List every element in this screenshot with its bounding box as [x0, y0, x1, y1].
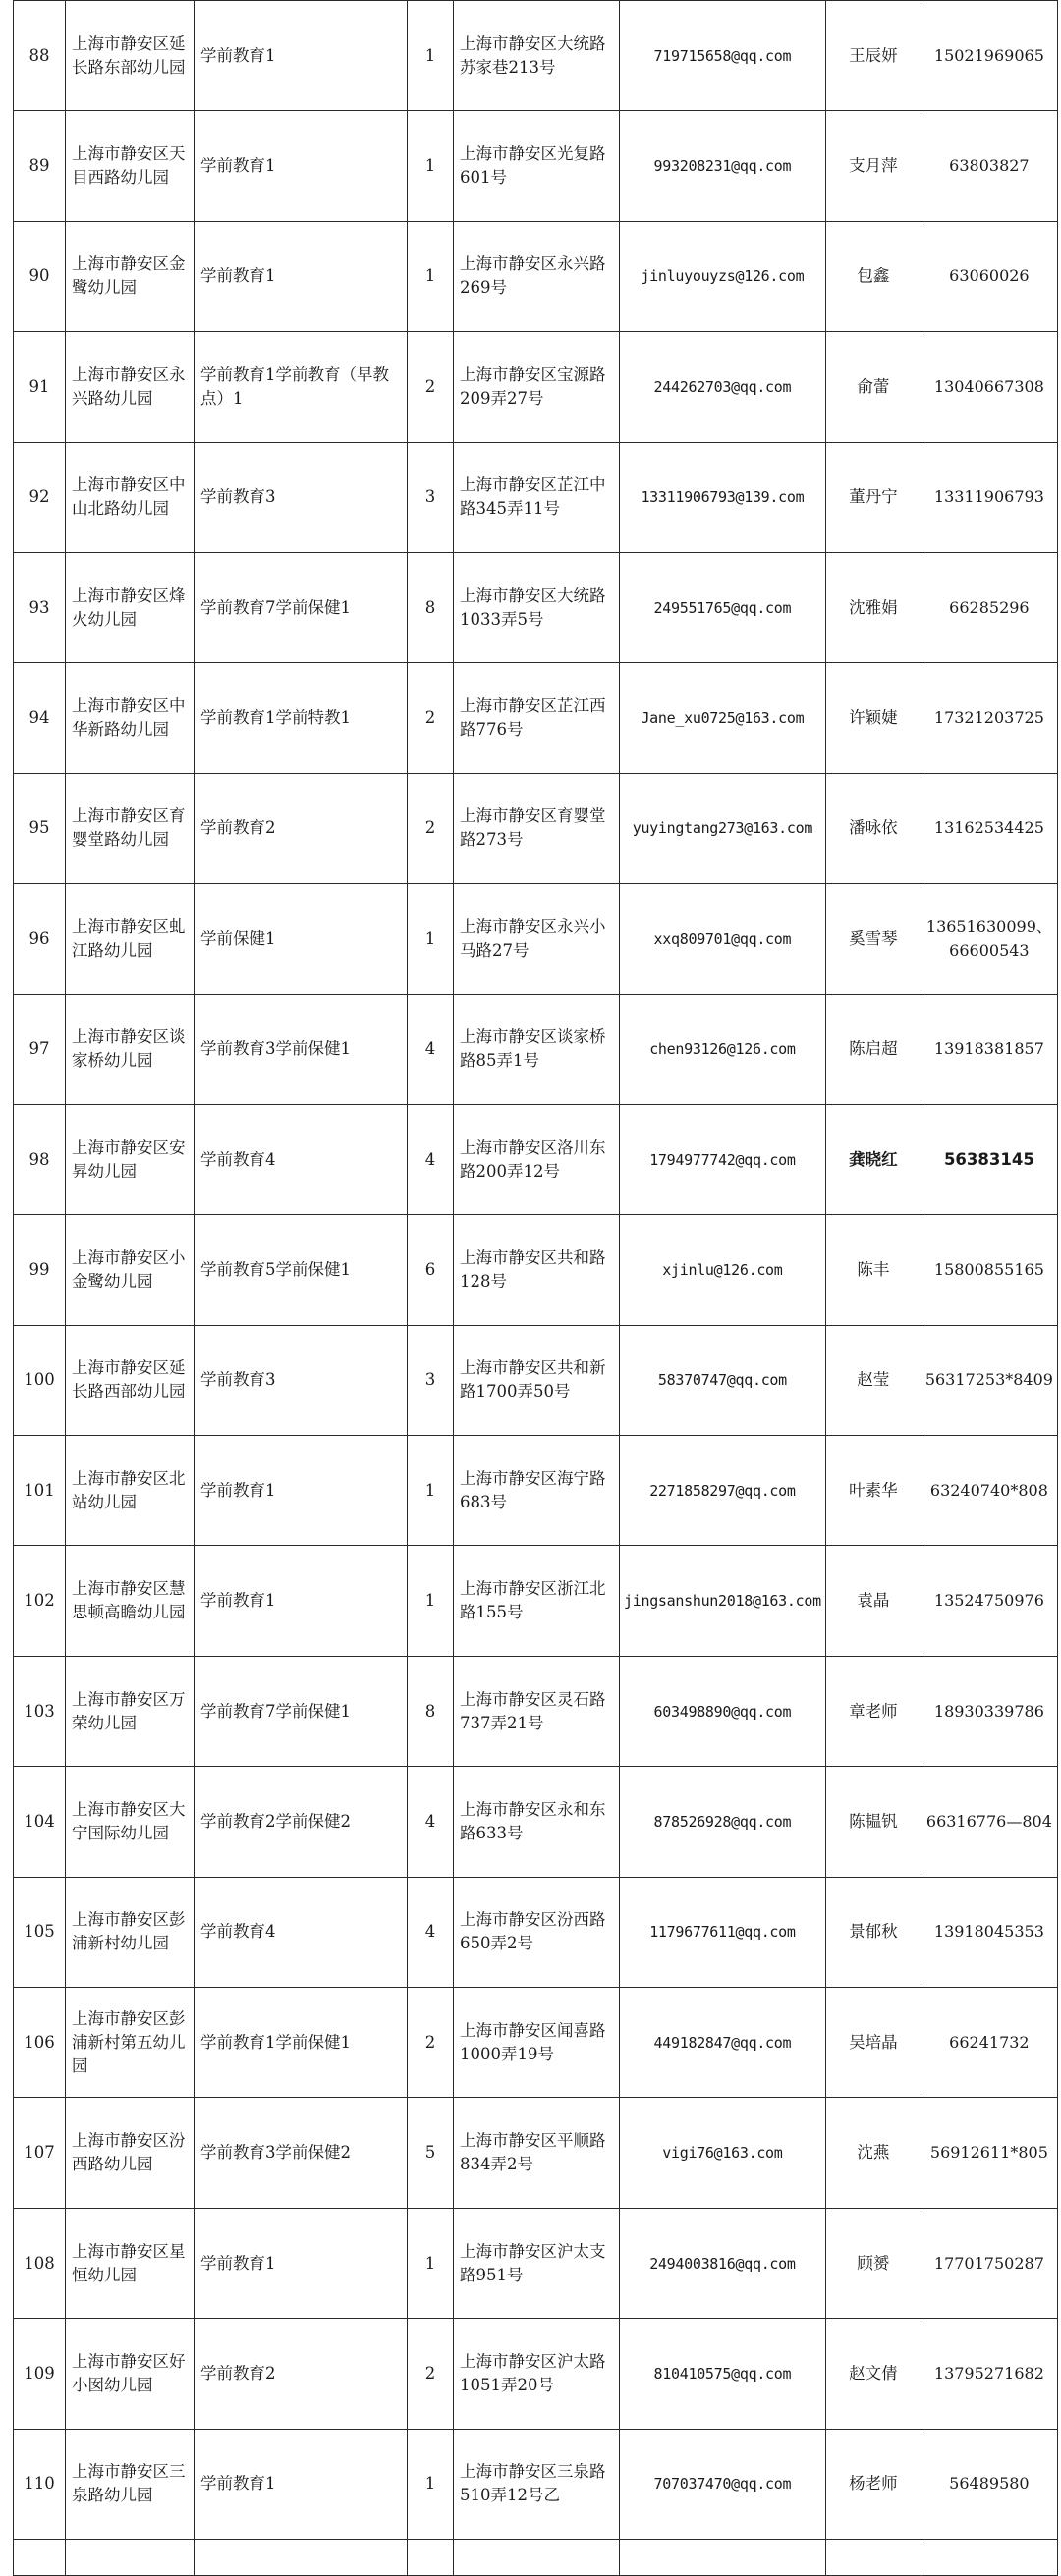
- address-cell: 上海市静安区海宁路683号: [454, 1436, 620, 1546]
- position-cell: 学前保健1: [195, 884, 408, 994]
- kindergarten-name-cell: 上海市静安区烽火幼儿园: [66, 552, 195, 662]
- contact-person-cell: 陈韫钒: [825, 1767, 921, 1877]
- email-cell: 719715658@qq.com: [620, 1, 826, 111]
- row-number-cell: 92: [14, 442, 66, 552]
- kindergarten-recruitment-table: [13, 0, 1058, 2576]
- phone-number-cell: 63240740*808: [921, 1436, 1057, 1546]
- position-cell: 学前教育4: [195, 1104, 408, 1214]
- email-cell: 993208231@qq.com: [620, 111, 826, 221]
- email-cell: 603498890@qq.com: [620, 1656, 826, 1766]
- contact-person-cell: 奚雪琴: [825, 884, 921, 994]
- position-cell: 学前教育3学前保健2: [195, 2098, 408, 2208]
- contact-person-cell: 赵文倩: [825, 2319, 921, 2429]
- table-row: [14, 773, 1058, 883]
- contact-person-cell: 章老师: [825, 1656, 921, 1766]
- phone-number-cell: 66285296: [921, 552, 1057, 662]
- position-cell: 学前教育1: [195, 2208, 408, 2318]
- address-cell: 上海市静安区共和新路1700弄50号: [454, 1325, 620, 1435]
- empty-cell: [620, 2539, 826, 2575]
- kindergarten-name-cell: 上海市静安区彭浦新村幼儿园: [66, 1877, 195, 1987]
- phone-number-cell: 63803827: [921, 111, 1057, 221]
- phone-number-cell: 18930339786: [921, 1656, 1057, 1766]
- contact-person-cell: 王辰妍: [825, 1, 921, 111]
- row-number-cell: 100: [14, 1325, 66, 1435]
- phone-number-cell: 13040667308: [921, 332, 1057, 442]
- email-cell: 2271858297@qq.com: [620, 1436, 826, 1546]
- phone-number-cell: 13918045353: [921, 1877, 1057, 1987]
- address-cell: 上海市静安区汾西路650弄2号: [454, 1877, 620, 1987]
- table-row: [14, 1104, 1058, 1214]
- phone-number-cell: 56489580: [921, 2429, 1057, 2539]
- email-cell: 449182847@qq.com: [620, 1988, 826, 2098]
- row-number-cell: 106: [14, 1988, 66, 2098]
- position-cell: 学前教育1: [195, 221, 408, 331]
- headcount-cell: 2: [408, 663, 454, 773]
- phone-number-cell: 56912611*805: [921, 2098, 1057, 2208]
- kindergarten-name-cell: 上海市静安区安昇幼儿园: [66, 1104, 195, 1214]
- headcount-cell: 2: [408, 1988, 454, 2098]
- row-number-cell: 91: [14, 332, 66, 442]
- position-cell: 学前教育1: [195, 1546, 408, 1656]
- row-number-cell: 97: [14, 994, 66, 1104]
- address-cell: 上海市静安区平顺路834弄2号: [454, 2098, 620, 2208]
- address-cell: 上海市静安区三泉路510弄12号乙: [454, 2429, 620, 2539]
- headcount-cell: 2: [408, 332, 454, 442]
- row-number-cell: 90: [14, 221, 66, 331]
- address-cell: 上海市静安区沪太路1051弄20号: [454, 2319, 620, 2429]
- table-row: [14, 221, 1058, 331]
- row-number-cell: 99: [14, 1215, 66, 1325]
- empty-cell: [454, 2539, 620, 2575]
- contact-person-cell: 董丹宁: [825, 442, 921, 552]
- row-number-cell: 95: [14, 773, 66, 883]
- position-cell: 学前教育4: [195, 1877, 408, 1987]
- headcount-cell: 8: [408, 1656, 454, 1766]
- contact-person-cell: 吴培晶: [825, 1988, 921, 2098]
- kindergarten-name-cell: 上海市静安区永兴路幼儿园: [66, 332, 195, 442]
- kindergarten-name-cell: 上海市静安区好小囡幼儿园: [66, 2319, 195, 2429]
- row-number-cell: 109: [14, 2319, 66, 2429]
- row-number-cell: 98: [14, 1104, 66, 1214]
- table-row: [14, 2208, 1058, 2318]
- address-cell: 上海市静安区光复路601号: [454, 111, 620, 221]
- position-cell: 学前教育2: [195, 2319, 408, 2429]
- row-number-cell: 89: [14, 111, 66, 221]
- position-cell: 学前教育5学前保健1: [195, 1215, 408, 1325]
- phone-number-cell: 56383145: [921, 1104, 1057, 1214]
- contact-person-cell: 沈燕: [825, 2098, 921, 2208]
- email-cell: 1794977742@qq.com: [620, 1104, 826, 1214]
- row-number-cell: 102: [14, 1546, 66, 1656]
- phone-number-cell: 63060026: [921, 221, 1057, 331]
- kindergarten-name-cell: 上海市静安区虬江路幼儿园: [66, 884, 195, 994]
- address-cell: 上海市静安区共和路128号: [454, 1215, 620, 1325]
- table-row: [14, 1, 1058, 111]
- headcount-cell: 4: [408, 1877, 454, 1987]
- contact-person-cell: 杨老师: [825, 2429, 921, 2539]
- headcount-cell: 1: [408, 2429, 454, 2539]
- phone-number-cell: 13311906793: [921, 442, 1057, 552]
- position-cell: 学前教育3: [195, 1325, 408, 1435]
- kindergarten-name-cell: 上海市静安区延长路东部幼儿园: [66, 1, 195, 111]
- email-cell: Jane_xu0725@163.com: [620, 663, 826, 773]
- table-row: [14, 1877, 1058, 1987]
- email-cell: 58370747@qq.com: [620, 1325, 826, 1435]
- table-row: [14, 994, 1058, 1104]
- email-cell: 878526928@qq.com: [620, 1767, 826, 1877]
- address-cell: 上海市静安区谈家桥路85弄1号: [454, 994, 620, 1104]
- email-cell: vigi76@163.com: [620, 2098, 826, 2208]
- position-cell: 学前教育1: [195, 2429, 408, 2539]
- kindergarten-name-cell: 上海市静安区金鹭幼儿园: [66, 221, 195, 331]
- email-cell: xxq809701@qq.com: [620, 884, 826, 994]
- phone-number-cell: 15021969065: [921, 1, 1057, 111]
- kindergarten-name-cell: 上海市静安区延长路西部幼儿园: [66, 1325, 195, 1435]
- email-cell: chen93126@126.com: [620, 994, 826, 1104]
- table-row-partial: [14, 2539, 1058, 2575]
- email-cell: 249551765@qq.com: [620, 552, 826, 662]
- headcount-cell: 1: [408, 1, 454, 111]
- headcount-cell: 3: [408, 442, 454, 552]
- position-cell: 学前教育7学前保健1: [195, 1656, 408, 1766]
- contact-person-cell: 陈启超: [825, 994, 921, 1104]
- email-cell: jingsanshun2018@163.com: [620, 1546, 826, 1656]
- address-cell: 上海市静安区永兴路269号: [454, 221, 620, 331]
- phone-number-cell: 13524750976: [921, 1546, 1057, 1656]
- kindergarten-name-cell: 上海市静安区北站幼儿园: [66, 1436, 195, 1546]
- row-number-cell: 94: [14, 663, 66, 773]
- empty-cell: [825, 2539, 921, 2575]
- kindergarten-name-cell: 上海市静安区大宁国际幼儿园: [66, 1767, 195, 1877]
- contact-person-cell: 许颖婕: [825, 663, 921, 773]
- position-cell: 学前教育1: [195, 111, 408, 221]
- table-row: [14, 884, 1058, 994]
- address-cell: 上海市静安区芷江西路776号: [454, 663, 620, 773]
- headcount-cell: 1: [408, 1546, 454, 1656]
- kindergarten-name-cell: 上海市静安区中华新路幼儿园: [66, 663, 195, 773]
- phone-number-cell: 13795271682: [921, 2319, 1057, 2429]
- kindergarten-name-cell: 上海市静安区小金鹭幼儿园: [66, 1215, 195, 1325]
- phone-number-cell: 13651630099、66600543: [921, 884, 1057, 994]
- empty-cell: [408, 2539, 454, 2575]
- row-number-cell: 103: [14, 1656, 66, 1766]
- position-cell: 学前教育2学前保健2: [195, 1767, 408, 1877]
- headcount-cell: 1: [408, 2208, 454, 2318]
- kindergarten-name-cell: 上海市静安区育婴堂路幼儿园: [66, 773, 195, 883]
- row-number-cell: 108: [14, 2208, 66, 2318]
- email-cell: 707037470@qq.com: [620, 2429, 826, 2539]
- contact-person-cell: 龚晓红: [825, 1104, 921, 1214]
- contact-person-cell: 包鑫: [825, 221, 921, 331]
- table-row: [14, 2319, 1058, 2429]
- kindergarten-name-cell: 上海市静安区万荣幼儿园: [66, 1656, 195, 1766]
- kindergarten-name-cell: 上海市静安区谈家桥幼儿园: [66, 994, 195, 1104]
- table-row: [14, 2098, 1058, 2208]
- headcount-cell: 4: [408, 994, 454, 1104]
- email-cell: yuyingtang273@163.com: [620, 773, 826, 883]
- address-cell: 上海市静安区永和东路633号: [454, 1767, 620, 1877]
- contact-person-cell: 潘咏依: [825, 773, 921, 883]
- address-cell: 上海市静安区大统路1033弄5号: [454, 552, 620, 662]
- headcount-cell: 1: [408, 1436, 454, 1546]
- empty-cell: [921, 2539, 1057, 2575]
- address-cell: 上海市静安区永兴小马路27号: [454, 884, 620, 994]
- table-row: [14, 2429, 1058, 2539]
- headcount-cell: 2: [408, 773, 454, 883]
- kindergarten-name-cell: 上海市静安区慧思顿高瞻幼儿园: [66, 1546, 195, 1656]
- row-number-cell: 93: [14, 552, 66, 662]
- row-number-cell: 88: [14, 1, 66, 111]
- row-number-cell: 101: [14, 1436, 66, 1546]
- contact-person-cell: 顾赟: [825, 2208, 921, 2318]
- position-cell: 学前教育1学前特教1: [195, 663, 408, 773]
- phone-number-cell: 66316776—804: [921, 1767, 1057, 1877]
- empty-cell: [14, 2539, 66, 2575]
- headcount-cell: 8: [408, 552, 454, 662]
- contact-person-cell: 赵莹: [825, 1325, 921, 1435]
- address-cell: 上海市静安区灵石路737弄21号: [454, 1656, 620, 1766]
- address-cell: 上海市静安区浙江北路155号: [454, 1546, 620, 1656]
- email-cell: jinluyouyzs@126.com: [620, 221, 826, 331]
- table-row: [14, 663, 1058, 773]
- phone-number-cell: 13918381857: [921, 994, 1057, 1104]
- address-cell: 上海市静安区育婴堂路273号: [454, 773, 620, 883]
- empty-cell: [195, 2539, 408, 2575]
- address-cell: 上海市静安区洛川东路200弄12号: [454, 1104, 620, 1214]
- headcount-cell: 6: [408, 1215, 454, 1325]
- table-row: [14, 1215, 1058, 1325]
- position-cell: 学前教育7学前保健1: [195, 552, 408, 662]
- contact-person-cell: 支月萍: [825, 111, 921, 221]
- table-row: [14, 332, 1058, 442]
- kindergarten-name-cell: 上海市静安区汾西路幼儿园: [66, 2098, 195, 2208]
- email-cell: 244262703@qq.com: [620, 332, 826, 442]
- address-cell: 上海市静安区大统路苏家巷213号: [454, 1, 620, 111]
- email-cell: xjinlu@126.com: [620, 1215, 826, 1325]
- address-cell: 上海市静安区宝源路209弄27号: [454, 332, 620, 442]
- position-cell: 学前教育1: [195, 1, 408, 111]
- address-cell: 上海市静安区闻喜路1000弄19号: [454, 1988, 620, 2098]
- contact-person-cell: 沈雅娟: [825, 552, 921, 662]
- table-row: [14, 1436, 1058, 1546]
- table-row: [14, 552, 1058, 662]
- contact-person-cell: 陈丰: [825, 1215, 921, 1325]
- phone-number-cell: 17701750287: [921, 2208, 1057, 2318]
- headcount-cell: 4: [408, 1767, 454, 1877]
- kindergarten-name-cell: 上海市静安区三泉路幼儿园: [66, 2429, 195, 2539]
- phone-number-cell: 56317253*8409: [921, 1325, 1057, 1435]
- phone-number-cell: 17321203725: [921, 663, 1057, 773]
- position-cell: 学前教育2: [195, 773, 408, 883]
- contact-person-cell: 景郁秋: [825, 1877, 921, 1987]
- kindergarten-name-cell: 上海市静安区彭浦新村第五幼儿园: [66, 1988, 195, 2098]
- table-body: [14, 1, 1058, 2576]
- contact-person-cell: 袁晶: [825, 1546, 921, 1656]
- kindergarten-name-cell: 上海市静安区星恒幼儿园: [66, 2208, 195, 2318]
- table-row: [14, 1546, 1058, 1656]
- table-row: [14, 442, 1058, 552]
- empty-cell: [66, 2539, 195, 2575]
- email-cell: 13311906793@139.com: [620, 442, 826, 552]
- table-row: [14, 1988, 1058, 2098]
- email-cell: 2494003816@qq.com: [620, 2208, 826, 2318]
- contact-person-cell: 俞蕾: [825, 332, 921, 442]
- table-row: [14, 1767, 1058, 1877]
- position-cell: 学前教育1学前教育（早教点）1: [195, 332, 408, 442]
- headcount-cell: 1: [408, 221, 454, 331]
- phone-number-cell: 13162534425: [921, 773, 1057, 883]
- row-number-cell: 96: [14, 884, 66, 994]
- contact-person-cell: 叶素华: [825, 1436, 921, 1546]
- position-cell: 学前教育1学前保健1: [195, 1988, 408, 2098]
- row-number-cell: 105: [14, 1877, 66, 1987]
- table-row: [14, 111, 1058, 221]
- headcount-cell: 2: [408, 2319, 454, 2429]
- email-cell: 1179677611@qq.com: [620, 1877, 826, 1987]
- headcount-cell: 5: [408, 2098, 454, 2208]
- row-number-cell: 107: [14, 2098, 66, 2208]
- row-number-cell: 110: [14, 2429, 66, 2539]
- headcount-cell: 1: [408, 111, 454, 221]
- position-cell: 学前教育3: [195, 442, 408, 552]
- table-row: [14, 1325, 1058, 1435]
- email-cell: 810410575@qq.com: [620, 2319, 826, 2429]
- kindergarten-name-cell: 上海市静安区天目西路幼儿园: [66, 111, 195, 221]
- kindergarten-name-cell: 上海市静安区中山北路幼儿园: [66, 442, 195, 552]
- address-cell: 上海市静安区芷江中路345弄11号: [454, 442, 620, 552]
- headcount-cell: 3: [408, 1325, 454, 1435]
- phone-number-cell: 15800855165: [921, 1215, 1057, 1325]
- headcount-cell: 1: [408, 884, 454, 994]
- address-cell: 上海市静安区沪太支路951号: [454, 2208, 620, 2318]
- headcount-cell: 4: [408, 1104, 454, 1214]
- position-cell: 学前教育3学前保健1: [195, 994, 408, 1104]
- table-row: [14, 1656, 1058, 1766]
- row-number-cell: 104: [14, 1767, 66, 1877]
- phone-number-cell: 66241732: [921, 1988, 1057, 2098]
- position-cell: 学前教育1: [195, 1436, 408, 1546]
